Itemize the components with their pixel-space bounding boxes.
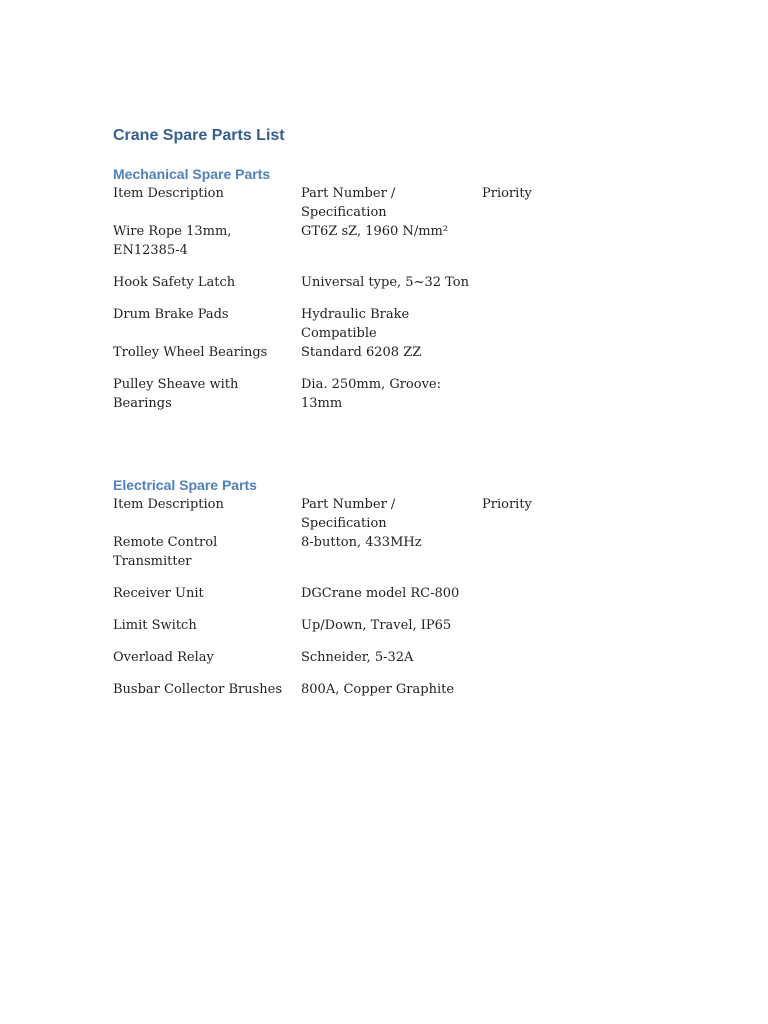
section-mechanical	[113, 164, 673, 413]
item-priority	[482, 648, 562, 680]
table-header-row	[113, 184, 562, 222]
item-priority	[482, 375, 562, 413]
item-priority	[482, 584, 562, 616]
item-spec: GT6Z sZ, 1960 N/mm²	[301, 224, 449, 239]
column-header-spec: Part Number / Specification	[301, 186, 396, 220]
item-description: Wire Rope 13mm, EN12385-4	[113, 224, 232, 258]
item-priority	[482, 680, 562, 712]
item-spec: 8-button, 433MHz	[301, 535, 422, 550]
table-row	[113, 273, 562, 305]
item-spec: Standard 6208 ZZ	[301, 345, 422, 360]
item-spec: Up/Down, Travel, IP65	[301, 618, 452, 633]
section-electrical	[113, 475, 673, 712]
item-description: Drum Brake Pads	[113, 307, 229, 322]
item-priority	[482, 305, 562, 343]
item-description: Hook Safety Latch	[113, 275, 236, 290]
item-description: Pulley Sheave with Bearings	[113, 377, 239, 411]
table-row	[113, 343, 562, 375]
table-header-row	[113, 495, 562, 533]
item-spec: Dia. 250mm, Groove: 13mm	[301, 377, 441, 411]
item-priority	[482, 533, 562, 584]
column-header-priority: Priority	[482, 186, 532, 201]
item-spec: DGCrane model RC-800	[301, 586, 460, 601]
table-row	[113, 648, 562, 680]
column-header-spec: Part Number / Specification	[301, 497, 396, 531]
column-header-description: Item Description	[113, 186, 224, 201]
table-row	[113, 305, 562, 343]
electrical-parts-table	[113, 495, 562, 712]
table-row	[113, 375, 562, 413]
item-description: Overload Relay	[113, 650, 214, 665]
item-priority	[482, 273, 562, 305]
item-description: Busbar Collector Brushes	[113, 682, 283, 697]
table-row	[113, 533, 562, 584]
document-page	[113, 124, 673, 712]
spacer	[113, 148, 673, 164]
spacer	[113, 413, 673, 475]
item-description: Limit Switch	[113, 618, 197, 633]
column-header-description: Item Description	[113, 497, 224, 512]
item-description: Remote Control Transmitter	[113, 535, 218, 569]
table-row	[113, 584, 562, 616]
item-spec: Hydraulic Brake Compatible	[301, 307, 410, 341]
mechanical-parts-table	[113, 184, 562, 413]
table-row	[113, 680, 562, 712]
item-priority	[482, 222, 562, 273]
document-title: Crane Spare Parts List	[113, 127, 285, 144]
table-row	[113, 616, 562, 648]
item-description: Receiver Unit	[113, 586, 204, 601]
section-heading: Electrical Spare Parts	[113, 477, 257, 493]
item-priority	[482, 616, 562, 648]
item-spec: Schneider, 5-32A	[301, 650, 414, 665]
section-heading: Mechanical Spare Parts	[113, 166, 271, 182]
table-row	[113, 222, 562, 273]
item-spec: 800A, Copper Graphite	[301, 682, 455, 697]
item-priority	[482, 343, 562, 375]
item-description: Trolley Wheel Bearings	[113, 345, 268, 360]
item-spec: Universal type, 5~32 Ton	[301, 275, 469, 290]
column-header-priority: Priority	[482, 497, 532, 512]
